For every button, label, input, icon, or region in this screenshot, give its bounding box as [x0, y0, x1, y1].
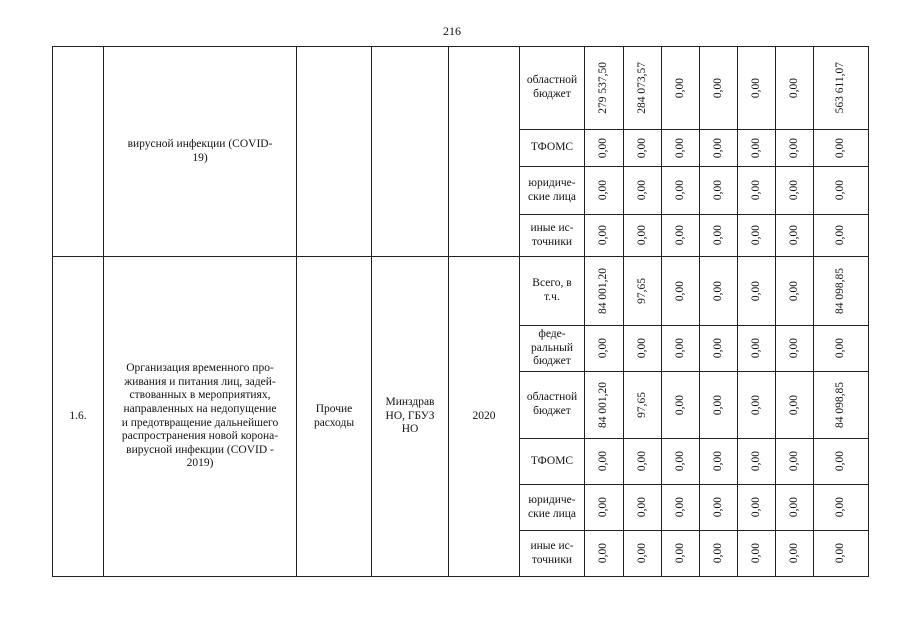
- value-cell: [624, 47, 662, 130]
- value-text: 0,00: [749, 497, 762, 518]
- value-cell: [662, 215, 700, 257]
- value-cell: [814, 326, 869, 372]
- value-text: 0,00: [597, 225, 610, 246]
- value-text: 0,00: [597, 497, 610, 518]
- funding-source-cell: ТФОМС: [520, 439, 585, 485]
- value-text: 0,00: [673, 451, 686, 472]
- value-text: 0,00: [749, 338, 762, 359]
- value-cell: [662, 130, 700, 167]
- funding-source-cell: областной бюджет: [520, 372, 585, 439]
- value-text: 0,00: [711, 394, 724, 416]
- value-text: 0,00: [673, 180, 686, 201]
- value-text: 0,00: [749, 394, 762, 416]
- value-cell: [662, 439, 700, 485]
- table-row: [53, 47, 869, 130]
- value-text: 0,00: [711, 137, 724, 159]
- funding-source-cell: иные ис- точники: [520, 531, 585, 577]
- value-cell: [700, 47, 738, 130]
- value-cell: [624, 485, 662, 531]
- value-text: 0,00: [673, 543, 686, 564]
- table-row: [53, 257, 869, 326]
- funding-source-cell: Всего, в т.ч.: [520, 257, 585, 326]
- value-text: 0,00: [834, 225, 847, 246]
- value-text: 0,00: [749, 280, 762, 302]
- page-number: 216: [443, 24, 461, 38]
- year-cell: 2020: [449, 257, 520, 577]
- value-cell: [738, 372, 776, 439]
- value-cell: [700, 485, 738, 531]
- value-text: 0,00: [787, 225, 800, 246]
- value-text: 0,00: [597, 338, 610, 359]
- value-cell: [738, 167, 776, 215]
- value-text: 0,00: [711, 497, 724, 518]
- value-text: 0,00: [711, 543, 724, 564]
- value-text: 0,00: [597, 543, 610, 564]
- value-text: 0,00: [597, 451, 610, 472]
- value-text: 0,00: [711, 451, 724, 472]
- value-cell: [814, 257, 869, 326]
- value-cell: [738, 47, 776, 130]
- value-cell: [814, 531, 869, 577]
- expense-type-cell: [297, 47, 372, 257]
- value-cell: [700, 439, 738, 485]
- value-text: 0,00: [673, 394, 686, 416]
- value-text: 0,00: [787, 394, 800, 416]
- value-text: 0,00: [673, 137, 686, 159]
- value-cell: [776, 215, 814, 257]
- value-text: 0,00: [749, 451, 762, 472]
- value-text: 0,00: [787, 77, 800, 99]
- value-cell: [585, 485, 624, 531]
- value-cell: [738, 326, 776, 372]
- value-text: 0,00: [635, 338, 648, 359]
- value-cell: [585, 372, 624, 439]
- value-text: 0,00: [711, 180, 724, 201]
- value-text: 0,00: [749, 225, 762, 246]
- value-cell: [738, 257, 776, 326]
- value-cell: [738, 439, 776, 485]
- value-cell: [700, 372, 738, 439]
- value-text: 84 001,20: [597, 268, 610, 314]
- value-cell: [585, 130, 624, 167]
- value-cell: [585, 215, 624, 257]
- value-cell: [814, 372, 869, 439]
- value-cell: [624, 531, 662, 577]
- value-cell: [776, 130, 814, 167]
- value-cell: [662, 326, 700, 372]
- value-text: 284 073,57: [635, 62, 648, 114]
- value-cell: [776, 531, 814, 577]
- value-cell: [585, 531, 624, 577]
- value-text: 0,00: [749, 543, 762, 564]
- value-text: 0,00: [635, 225, 648, 246]
- value-cell: [814, 439, 869, 485]
- value-text: 0,00: [711, 280, 724, 302]
- value-cell: [624, 257, 662, 326]
- value-text: 563 611,07: [834, 62, 847, 114]
- funding-source-cell: феде- ральный бюджет: [520, 326, 585, 372]
- value-cell: [585, 47, 624, 130]
- value-cell: [700, 531, 738, 577]
- value-cell: [814, 167, 869, 215]
- value-text: 0,00: [834, 497, 847, 518]
- value-cell: [738, 215, 776, 257]
- value-text: 0,00: [834, 543, 847, 564]
- value-cell: [585, 257, 624, 326]
- value-text: 0,00: [635, 497, 648, 518]
- value-text: 0,00: [711, 225, 724, 246]
- value-cell: [776, 485, 814, 531]
- value-cell: [585, 167, 624, 215]
- value-text: 0,00: [673, 225, 686, 246]
- value-text: 84 098,85: [834, 382, 847, 428]
- value-text: 0,00: [597, 137, 610, 159]
- value-text: 0,00: [787, 543, 800, 564]
- funding-source-cell: ТФОМС: [520, 130, 585, 167]
- value-text: 0,00: [787, 280, 800, 302]
- value-text: 0,00: [787, 338, 800, 359]
- funding-source-cell: иные ис- точники: [520, 215, 585, 257]
- value-text: 0,00: [749, 137, 762, 159]
- value-cell: [738, 485, 776, 531]
- value-cell: [700, 257, 738, 326]
- year-cell: [449, 47, 520, 257]
- value-cell: [662, 485, 700, 531]
- value-text: 0,00: [711, 77, 724, 99]
- measure-name-cell: [104, 257, 297, 577]
- value-cell: [624, 130, 662, 167]
- value-cell: [624, 439, 662, 485]
- value-text: 0,00: [834, 451, 847, 472]
- value-cell: [814, 215, 869, 257]
- value-text: 0,00: [673, 338, 686, 359]
- value-cell: [814, 130, 869, 167]
- value-cell: [700, 167, 738, 215]
- funding-source-cell: юридиче- ские лица: [520, 167, 585, 215]
- value-cell: [776, 326, 814, 372]
- number-cell: 1.6.: [53, 257, 104, 577]
- value-cell: [585, 439, 624, 485]
- value-text: 0,00: [635, 543, 648, 564]
- value-text: 0,00: [787, 137, 800, 159]
- value-text: 0,00: [711, 338, 724, 359]
- value-cell: [624, 326, 662, 372]
- value-cell: [662, 531, 700, 577]
- value-text: 0,00: [597, 180, 610, 201]
- funding-source-cell: юридиче- ские лица: [520, 485, 585, 531]
- value-text: 0,00: [834, 338, 847, 359]
- value-text: 0,00: [673, 280, 686, 302]
- value-text: 0,00: [673, 497, 686, 518]
- value-text: 97,65: [635, 278, 648, 304]
- value-text: 0,00: [787, 180, 800, 201]
- value-cell: [662, 372, 700, 439]
- value-cell: [700, 326, 738, 372]
- value-text: 0,00: [635, 451, 648, 472]
- value-cell: [738, 130, 776, 167]
- value-text: 0,00: [834, 180, 847, 201]
- value-cell: [624, 215, 662, 257]
- value-text: 0,00: [673, 77, 686, 99]
- measure-name-text: Организация временного про- живания и питания лиц, задей- ствованных в мероприятиях, направленных на недопущение и предотвращение дальнейшего распространения новой корона- вирусной инфекции (COVID - 2019): [121, 362, 279, 470]
- value-cell: [776, 167, 814, 215]
- value-text: 97,65: [635, 392, 648, 418]
- value-cell: [624, 372, 662, 439]
- value-text: 0,00: [635, 180, 648, 201]
- budget-table: [52, 46, 869, 577]
- value-cell: [662, 47, 700, 130]
- value-text: 0,00: [834, 137, 847, 159]
- value-cell: [776, 47, 814, 130]
- value-cell: [776, 257, 814, 326]
- value-text: 84 001,20: [597, 382, 610, 428]
- value-text: 279 537,50: [597, 62, 610, 114]
- measure-name-cell: [104, 47, 297, 257]
- value-cell: [700, 215, 738, 257]
- executor-cell: Минздрав НО, ГБУЗ НО: [372, 257, 449, 577]
- value-text: 0,00: [749, 180, 762, 201]
- value-cell: [814, 47, 869, 130]
- value-cell: [814, 485, 869, 531]
- value-cell: [662, 257, 700, 326]
- measure-name-text: вирусной инфекции (COVID- 19): [127, 137, 273, 164]
- value-cell: [700, 130, 738, 167]
- value-cell: [776, 439, 814, 485]
- value-cell: [776, 372, 814, 439]
- value-text: 0,00: [749, 77, 762, 99]
- number-cell: [53, 47, 104, 257]
- executor-cell: [372, 47, 449, 257]
- funding-source-cell: областной бюджет: [520, 47, 585, 130]
- value-text: 0,00: [787, 451, 800, 472]
- value-cell: [585, 326, 624, 372]
- expense-type-cell: Прочие расходы: [297, 257, 372, 577]
- value-text: 0,00: [635, 137, 648, 159]
- value-cell: [624, 167, 662, 215]
- value-text: 84 098,85: [834, 268, 847, 314]
- value-cell: [662, 167, 700, 215]
- value-cell: [738, 531, 776, 577]
- value-text: 0,00: [787, 497, 800, 518]
